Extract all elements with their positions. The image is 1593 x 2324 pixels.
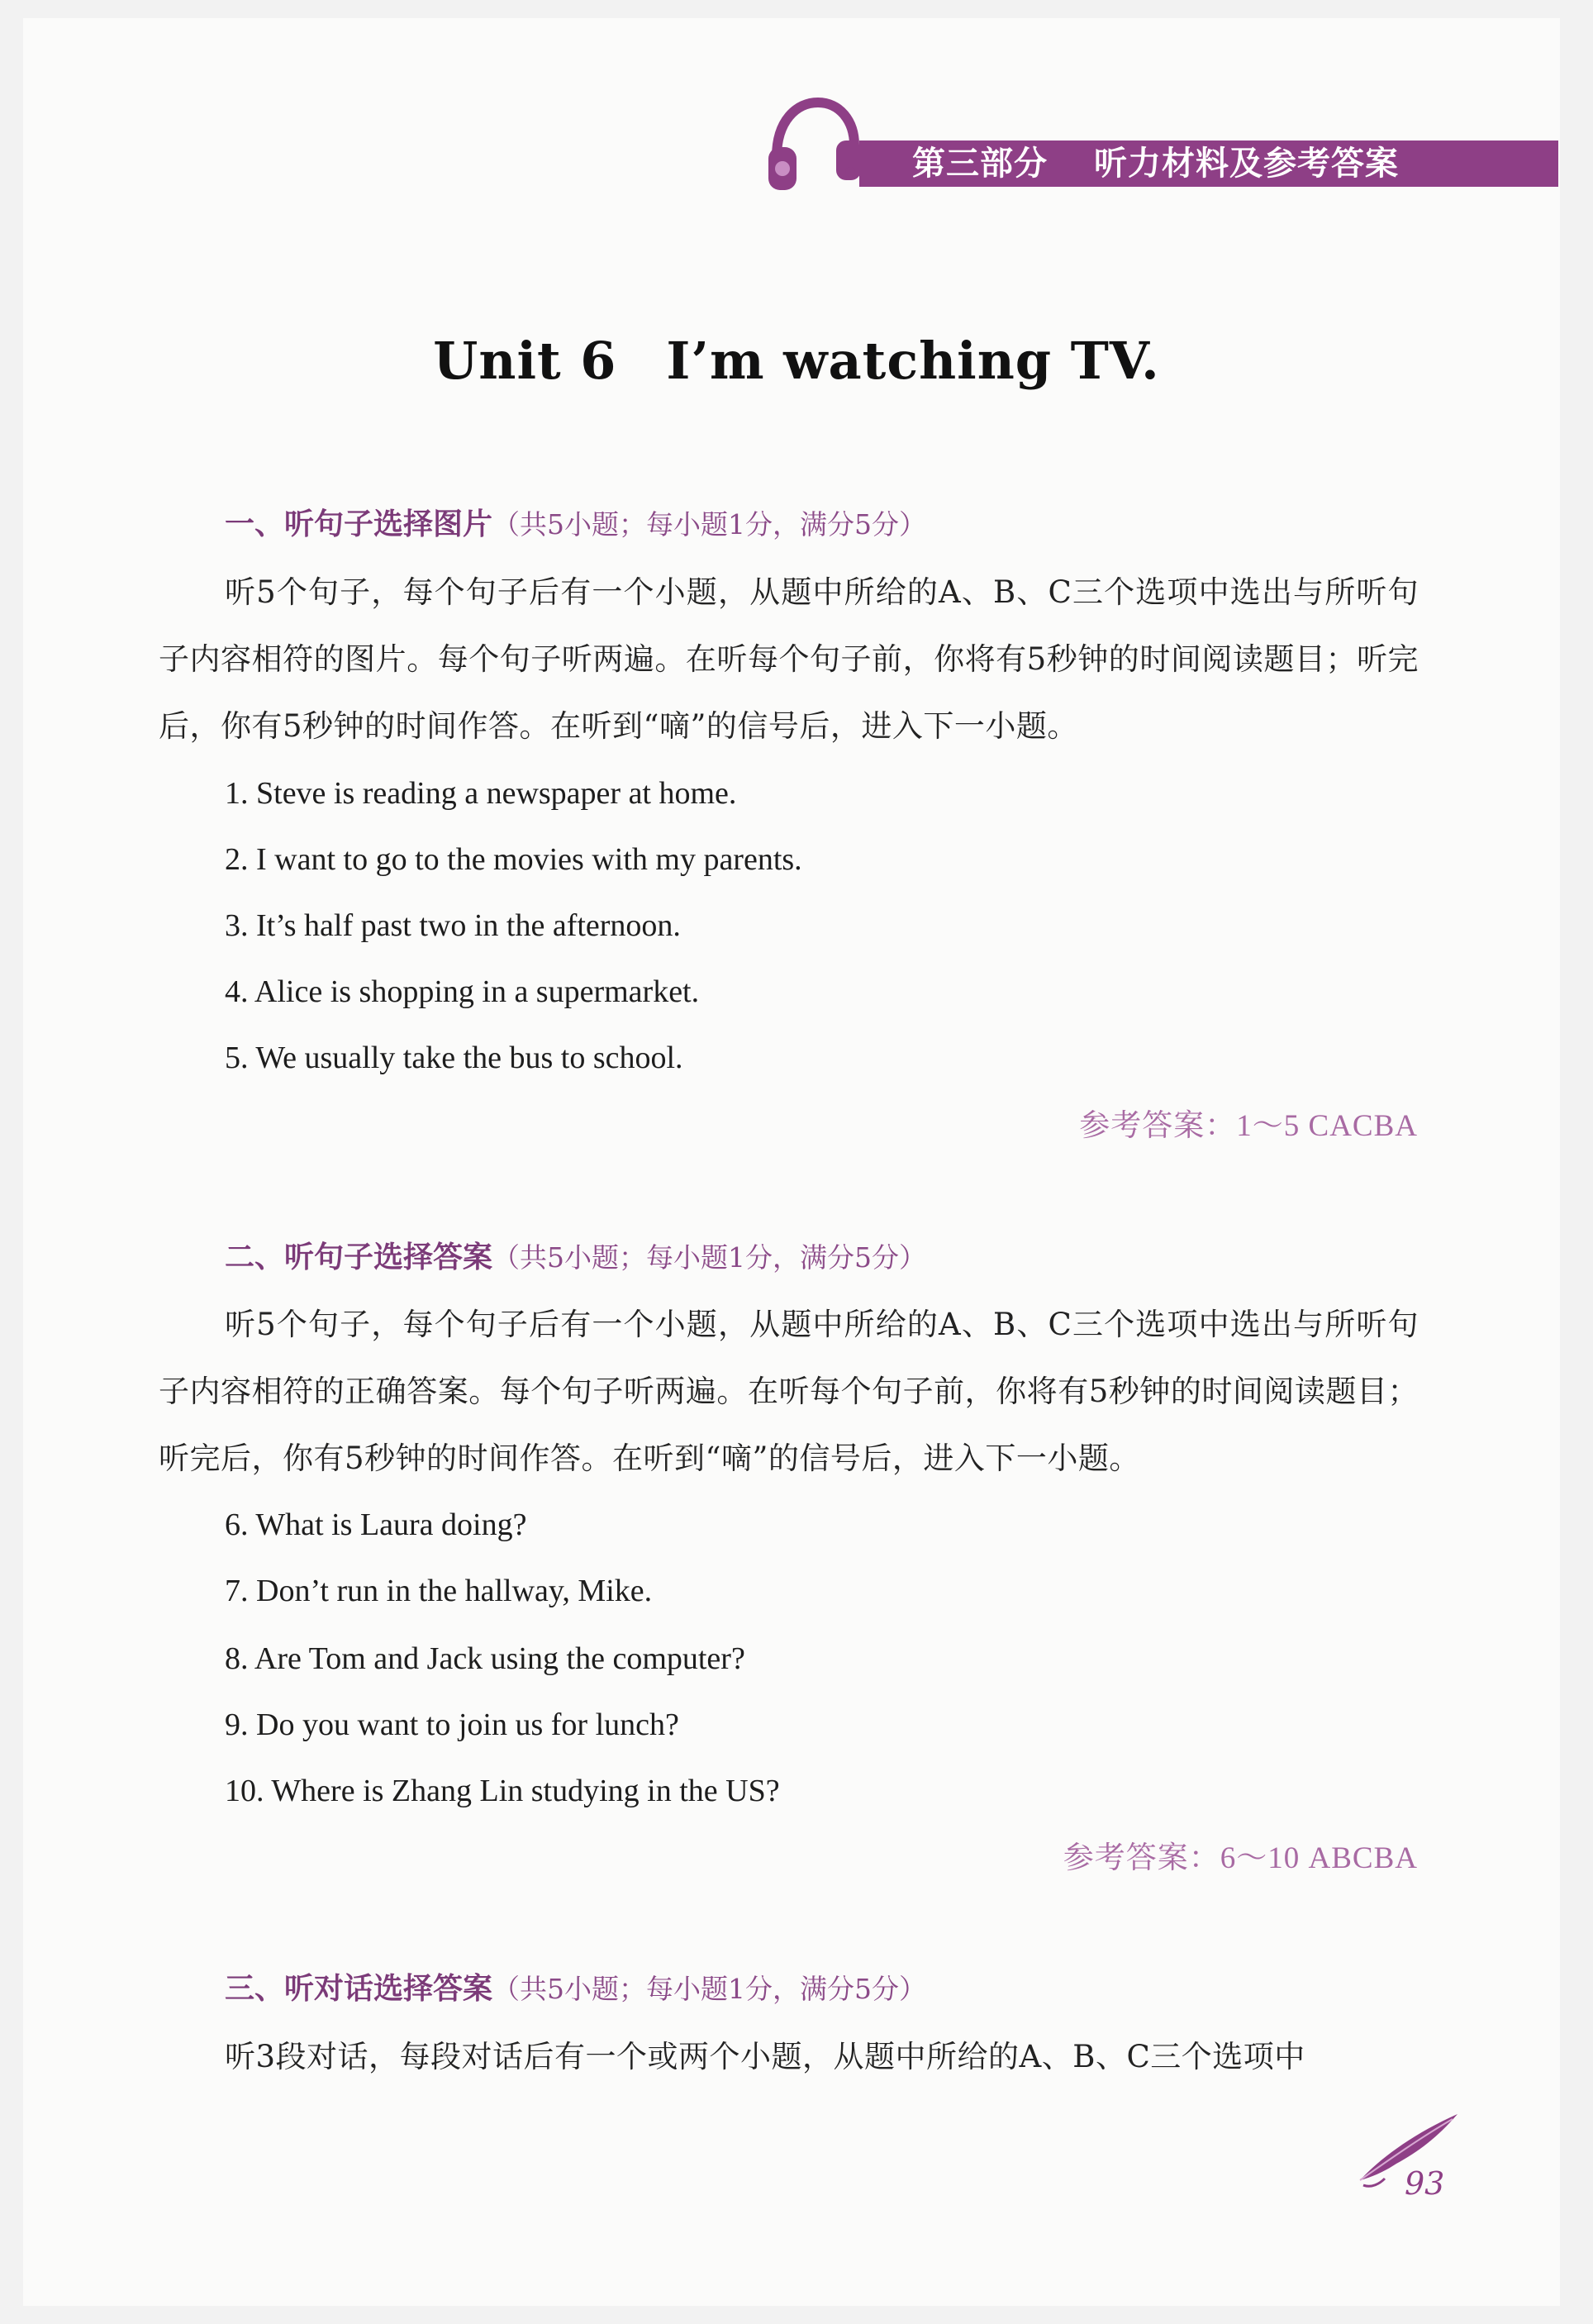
list-item: 4. Alice is shopping in a supermarket. (225, 974, 700, 1009)
section-instructions: 听5个句子，每个句子后有一个小题，从题中所给的A、B、C三个选项中选出与所听句子内容相符的图片。每个句子听两遍。在听每个句子前，你将有5秒钟的时间阅读题目；听完后，你有5秒钟的时间作答。在听到“嘀”的信号后，进入下一小题。 (159, 574, 1419, 744)
section-header-bar (859, 140, 1558, 187)
answer-key: 参考答案：6～10 ABCBA (1063, 1841, 1418, 1875)
list-item: 6. What is Laura doing? (225, 1507, 527, 1542)
list-item: 7. Don’t run in the hallway, Mike. (225, 1574, 653, 1608)
unit-number: Unit 6 (433, 331, 617, 391)
header-part-label: 第三部分 (912, 145, 1048, 183)
page-number: 93 (1405, 2165, 1445, 2202)
list-item: 10. Where is Zhang Lin studying in the US? (225, 1774, 780, 1808)
section-heading (225, 1969, 926, 2010)
section-score-note: （共5小题；每小题1分，满分5分） (492, 1241, 927, 1274)
section-score-note: （共5小题；每小题1分，满分5分） (492, 508, 927, 541)
unit-title (0, 331, 1593, 391)
section-title: 二、听句子选择答案 (225, 1241, 493, 1274)
header-dot (844, 165, 856, 177)
section-heading (225, 1237, 926, 1279)
section-instructions: 听3段对话，每段对话后有一个或两个小题，从题中所给的A、B、C三个选项中 (225, 2039, 1305, 2074)
headphone-icon (765, 96, 864, 193)
section-instructions: 听5个句子，每个句子后有一个小题，从题中所给的A、B、C三个选项中选出与所听句子内容相符的正确答案。每个句子听两遍。在听每个句子前，你将有5秒钟的时间阅读题目；听完后，你有5秒钟的时间作答。在听到“嘀”的信号后，进入下一小题。 (159, 1307, 1419, 1476)
list-item: 3. It’s half past two in the afternoon. (225, 908, 681, 943)
answer-key: 参考答案：1～5 CACBA (1079, 1109, 1418, 1143)
list-item: 8. Are Tom and Jack using the computer? (225, 1641, 745, 1676)
list-item: 1. Steve is reading a newspaper at home. (225, 776, 737, 811)
list-item: 9. Do you want to join us for lunch? (225, 1707, 679, 1742)
list-item: 5. We usually take the bus to school. (225, 1041, 683, 1075)
section-score-note: （共5小题；每小题1分，满分5分） (492, 1973, 927, 2005)
list-item: 2. I want to go to the movies with my parents. (225, 842, 802, 877)
section-title: 一、听句子选择图片 (225, 507, 493, 541)
section-heading (225, 504, 926, 545)
header-title: 听力材料及参考答案 (1094, 145, 1399, 183)
unit-name: I’m watching TV. (666, 331, 1160, 391)
section-title: 三、听对话选择答案 (225, 1972, 493, 2006)
